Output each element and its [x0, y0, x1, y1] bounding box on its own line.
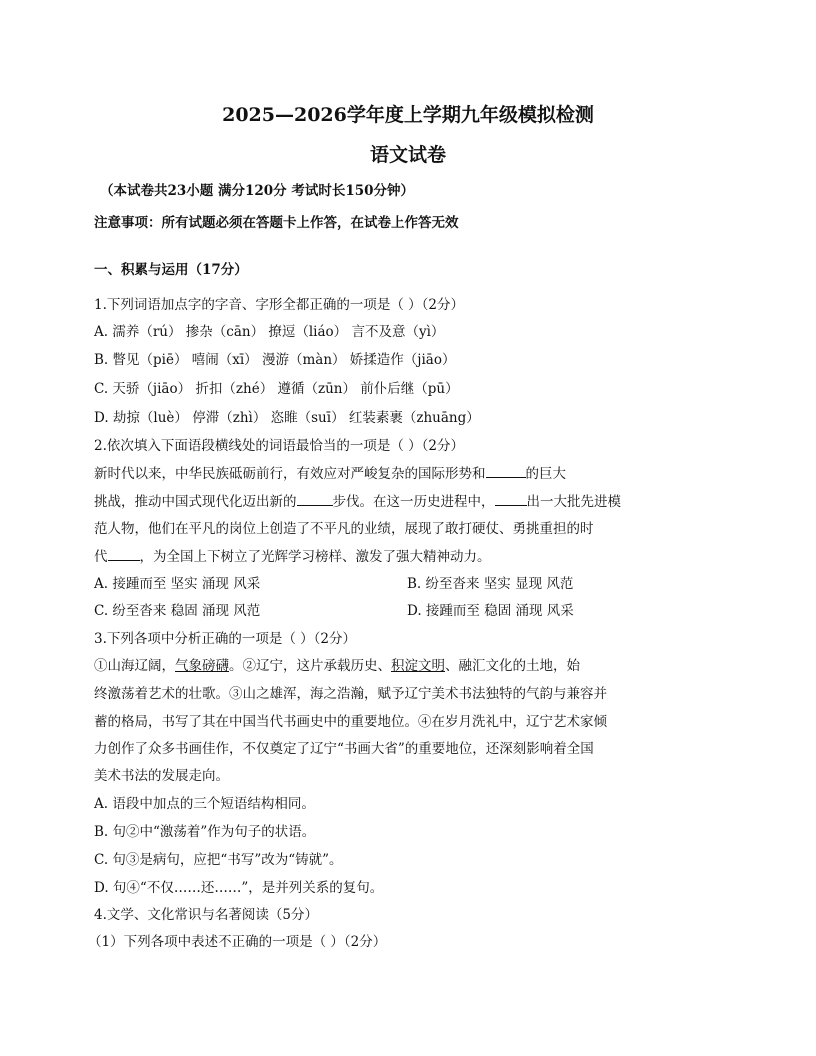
question-3-option-d: D. 句④“不仅……还……”，是并列关系的复句。: [94, 880, 384, 896]
question-1-option-c: C. 天骄（jiāo） 折扣（zhé） 遵循（zūn） 前仆后继（pū）: [94, 381, 459, 397]
passage-text: ①山海辽阔，: [94, 658, 175, 674]
question-2-passage-line-3: 范人物，他们在平凡的岗位上创造了不平凡的业绩，展现了敢打硬仗、勇挑重担的时: [94, 521, 594, 537]
question-1-option-b: B. 瞥见（piē） 嘻闹（xī） 漫游（màn） 娇揉造作（jiāo）: [94, 352, 456, 368]
question-3-option-b: B. 句②中“激荡着”作为句子的状语。: [94, 824, 316, 840]
question-3-passage-line-3: 蓄的格局，书写了其在中国当代书画史中的重要地位。④在岁月洗礼中，辽宁艺术家倾: [94, 714, 607, 730]
question-1-option-d: D. 劫掠（luè） 停滞（zhì） 恣睢（suī） 红装素裹（zhuāng）: [94, 410, 480, 426]
passage-text: 的巨大: [525, 466, 566, 482]
underlined-phrase: 积淀文明: [391, 658, 445, 674]
passage-text: 出一大批先进模: [526, 494, 621, 510]
underlined-phrase: 气象磅礴: [175, 658, 229, 674]
passage-text: 步伐。在这一历史进程中，: [332, 494, 495, 510]
exam-notice: 注意事项：所有试题必须在答题卡上作答，在试卷上作答无效: [94, 215, 459, 231]
exam-info: （本试卷共23小题 满分120分 考试时长150分钟）: [100, 183, 415, 199]
question-2-passage-line-1: [94, 462, 566, 482]
question-2-option-c: C. 纷至沓来 稳固 涌现 风范: [94, 603, 261, 619]
passage-text: 新时代以来，中华民族砥砺前行，有效应对严峻复杂的国际形势和: [94, 466, 486, 482]
question-2-passage-line-4: [94, 545, 491, 565]
question-3-stem: 3.下列各项中分析正确的一项是（ ）（2分）: [94, 631, 357, 647]
exam-title: 2025—2026学年度上学期九年级模拟检测: [222, 104, 594, 126]
question-3-passage-line-1: [94, 654, 580, 674]
question-3-option-c: C. 句③是病句，应把“书写”改为“铸就”。: [94, 852, 343, 868]
question-3-passage-line-5: 美术书法的发展走向。: [94, 768, 229, 784]
question-2-option-d: D. 接踵而至 稳固 涌现 风采: [407, 603, 574, 619]
question-1-stem: 1.下列词语加点字的字音、字形全都正确的一项是（ ）（2分）: [94, 297, 465, 313]
question-2-option-a: A. 接踵而至 坚实 涌现 风采: [94, 576, 261, 592]
question-2-passage-line-2: [94, 490, 621, 510]
passage-text: 挑战，推动中国式现代化迈出新的: [94, 494, 297, 510]
question-4-stem: 4.文学、文化常识与名著阅读（5分）: [94, 907, 318, 923]
question-3-passage-line-4: 力创作了众多书画佳作，不仅奠定了辽宁“书画大省”的重要地位，还深刻影响着全国: [94, 741, 594, 757]
question-2-option-b: B. 纷至沓来 坚实 显现 风范: [407, 576, 574, 592]
passage-text: 。②辽宁，这片承载历史、: [229, 658, 391, 674]
question-3-option-a: A. 语段中加点的三个短语结构相同。: [94, 796, 315, 812]
question-3-passage-line-2: 终激荡着艺术的壮歌。③山之雄浑，海之浩瀚，赋予辽宁美术书法独特的气韵与兼容并: [94, 686, 607, 702]
passage-text: ，为全国上下树立了光辉学习榜样、激发了强大精神动力。: [139, 549, 491, 565]
passage-text: 代: [94, 549, 108, 565]
question-4-sub-1: （1）下列各项中表述不正确的一项是（ ）（2分）: [88, 934, 387, 950]
fill-blank: [495, 493, 527, 506]
question-1-option-a: A. 濡养（rú） 掺杂（cān） 撩逗（liáo） 言不及意（yì）: [94, 324, 445, 340]
exam-subtitle: 语文试卷: [369, 144, 446, 166]
fill-blank: [108, 548, 140, 561]
fill-blank: [486, 465, 526, 478]
passage-text: 、融汇文化的土地，始: [445, 658, 580, 674]
section-heading: 一、积累与运用（17分）: [94, 262, 248, 278]
fill-blank: [297, 493, 333, 506]
question-2-stem: 2.依次填入下面语段横线处的词语最恰当的一项是（ ）（2分）: [94, 438, 465, 454]
